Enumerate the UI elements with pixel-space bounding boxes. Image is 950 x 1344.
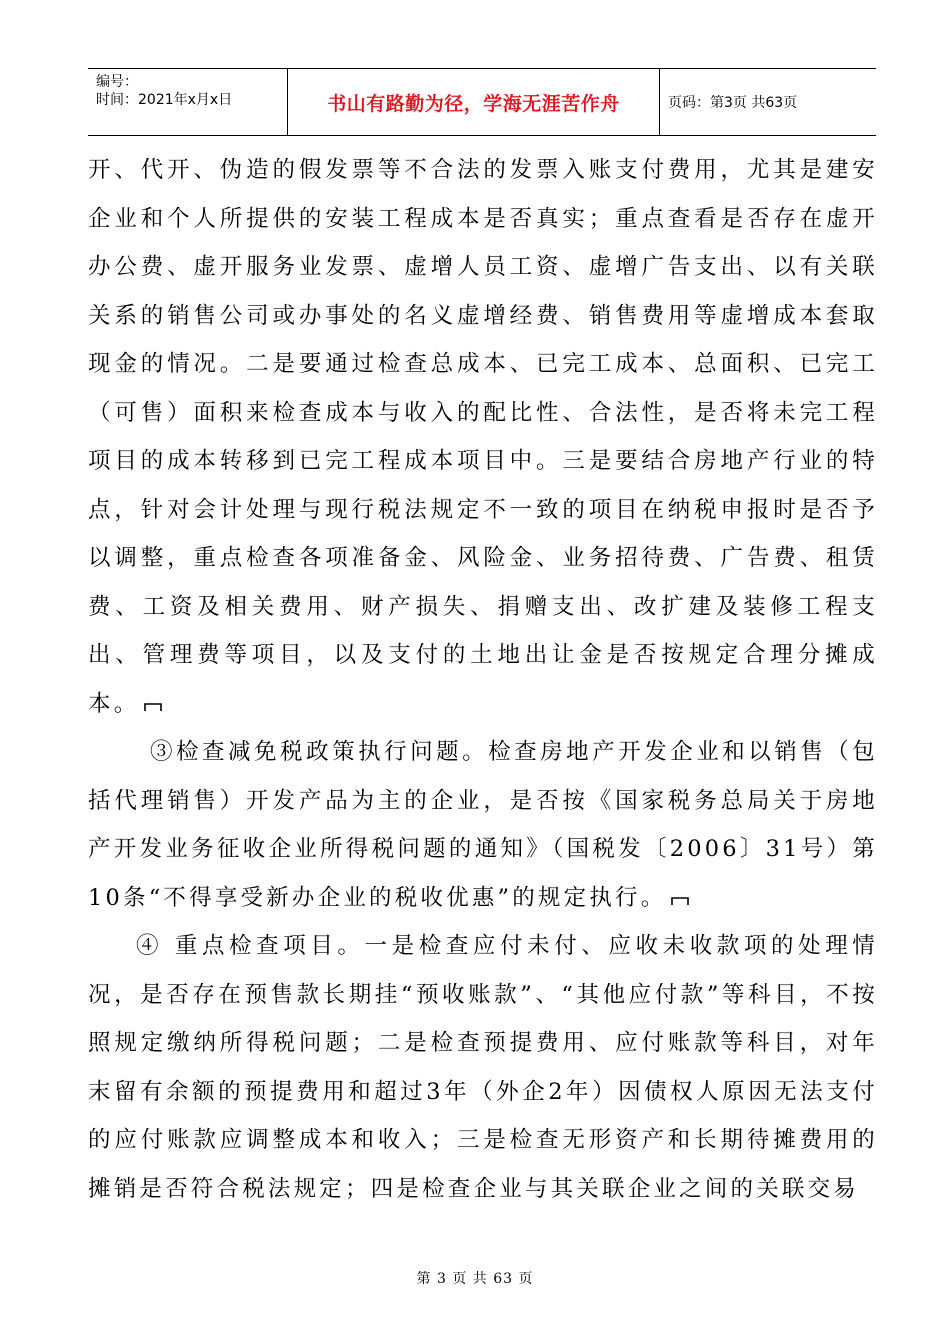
header-meta — [88, 69, 288, 135]
document-body — [88, 146, 878, 1213]
paragraph-mark-icon — [670, 894, 690, 906]
document-time: 时间：2021年x月x日 — [96, 92, 233, 108]
document-number: 编号： — [96, 74, 138, 90]
paragraph-2-text: ③检查减免税政策执行问题。检查房地产开发企业和以销售（包括代理销售）开发产品为主的企业，是否按《国家税务总局关于房地产开发业务征收企业所得税问题的通知》（国税发〔2006〕31号）第10条“不得享受新办企业的税收优惠”的规定执行。 — [88, 739, 878, 911]
paragraph-3 — [88, 922, 878, 1213]
header-page-number: 页码：第3页 共63页 — [668, 95, 798, 111]
page-header — [88, 68, 876, 136]
paragraph-mark-icon — [143, 700, 163, 712]
header-motto: 书山有路勤为径，学海无涯苦作舟 — [288, 69, 660, 135]
paragraph-1-text: 开、代开、伪造的假发票等不合法的发票入账支付费用，尤其是建安企业和个人所提供的安装工程成本是否真实；重点查看是否存在虚开办公费、虚开服务业发票、虚增人员工资、虚增广告支出、以有关联关系的销售公司或办事处的名义虚增经费、销售费用等虚增成本套取现金的情况。二是要通过检查总成本、已完工成本、总面积、已完工（可售）面积来检查成本与收入的配比性、合法性，是否将未完工程项目的成本转移到已完工程成本项目中。三是要结合房地产行业的特点，针对会计处理与现行税法规定不一致的项目在纳税申报时是否予以调整，重点检查各项准备金、风险金、业务招待费、广告费、租赁费、工资及相关费用、财产损失、捐赠支出、改扩建及装修工程支出、管理费等项目，以及支付的土地出让金是否按规定合理分摊成本。 — [88, 157, 878, 717]
paragraph-1 — [88, 146, 878, 728]
page-footer: 第 3 页 共 63 页 — [416, 1271, 534, 1287]
paragraph-3-text: ④ 重点检查项目。一是检查应付未付、应收未收款项的处理情况，是否存在预售款长期挂“预收账款”、“其他应付款”等科目，不按照规定缴纳所得税问题；二是检查预提费用、应付账款等科目，对年末留有余额的预提费用和超过3年（外企2年）因债权人原因无法支付的应付账款应调整成本和收入；三是检查无形资产和长期待摊费用的摊销是否符合税法规定；四是检查企业与其关联企业之间的关联交易 — [88, 933, 878, 1202]
paragraph-2 — [88, 728, 878, 922]
